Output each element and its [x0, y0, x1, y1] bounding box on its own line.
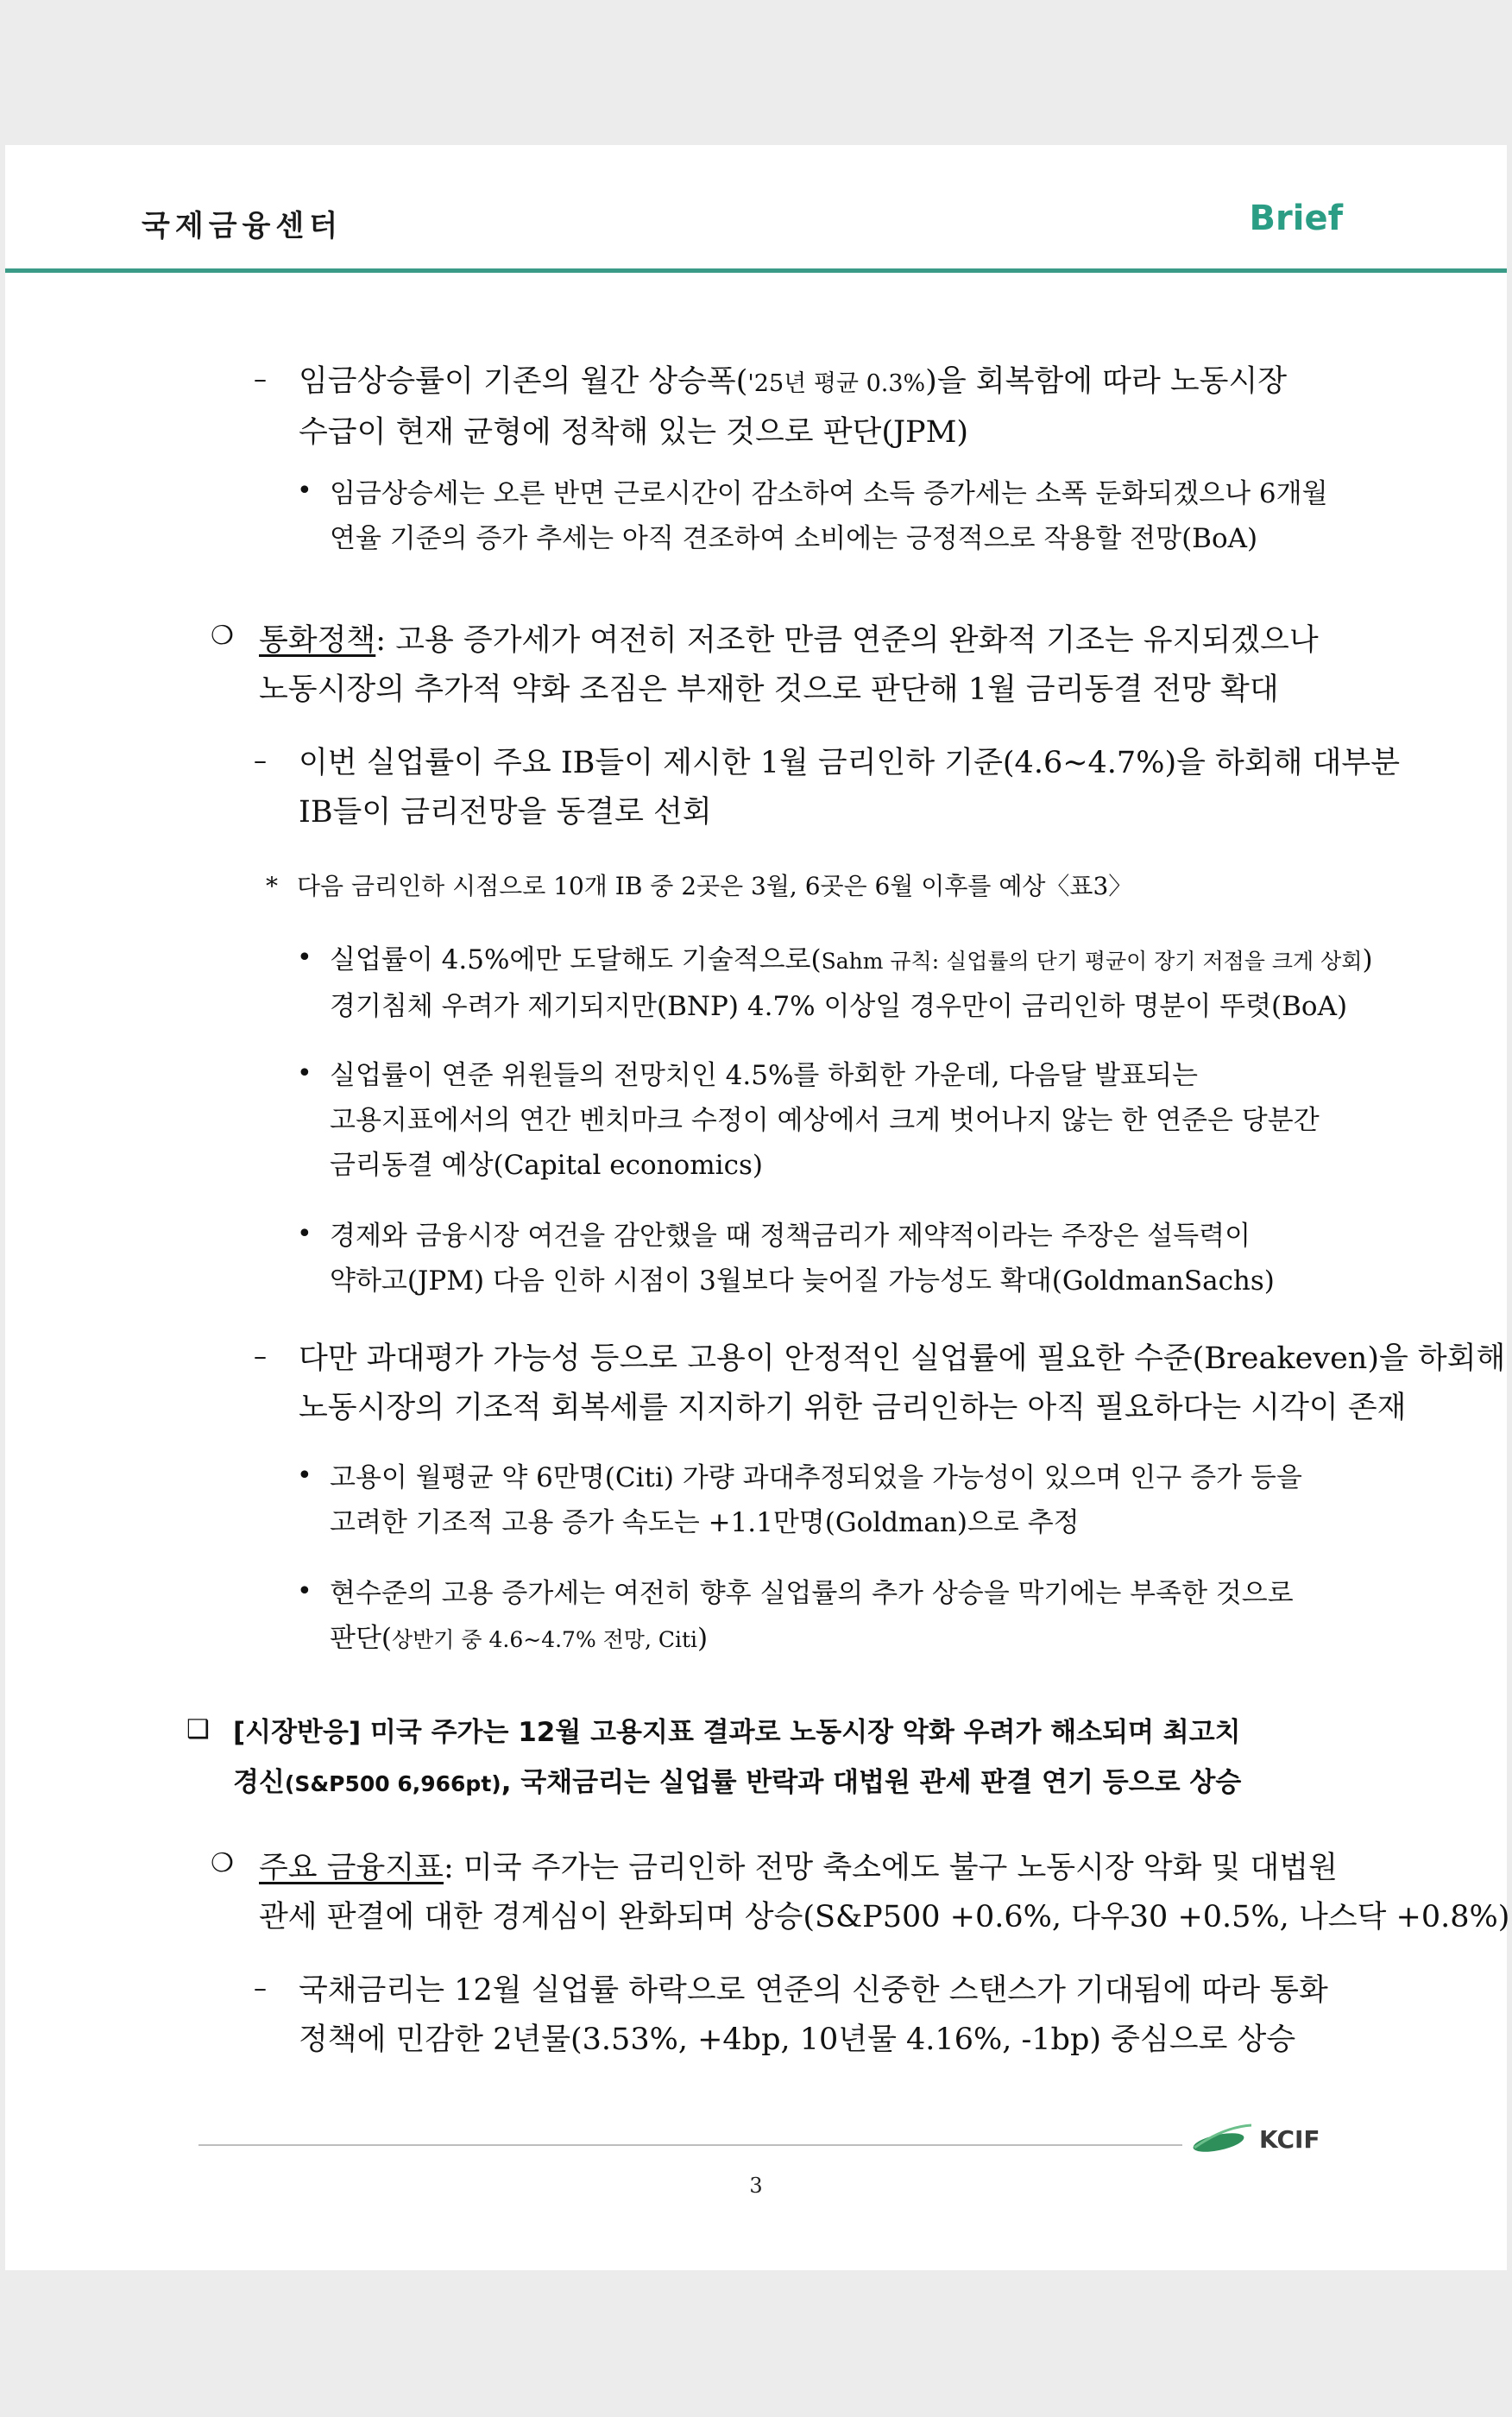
text-line: 다음 금리인하 시점으로 10개 IB 중 2곳은 3월, 6곳은 6월 이후를 예상〈표3〉 [297, 872, 1133, 900]
text-line: ) [1362, 944, 1373, 975]
footer-rule [198, 2144, 1182, 2146]
note-next-cut-timing [297, 865, 1332, 908]
paragraph-wage-growth [299, 357, 1334, 458]
header-org-name: 국제금융센터 [142, 209, 343, 243]
paragraph-treasury-yields [299, 1966, 1343, 2065]
kcif-logo-text: KCIF [1259, 2125, 1320, 2154]
text-line: 노동시장의 기조적 회복세를 지지하기 위한 금리인하는 아직 필요하다는 시각이 존재 [299, 1391, 1407, 1425]
header-brief-label: Brief [1249, 199, 1343, 238]
text-line: 고용지표에서의 연간 벤치마크 수정이 예상에서 크게 벗어나지 않는 한 연준은 당분간 [330, 1105, 1320, 1136]
dash-marker: – [254, 364, 267, 394]
paragraph-breakeven [299, 1335, 1506, 1433]
section-title-monetary-policy: 통화정책 [259, 623, 376, 658]
bullet-marker: • [297, 476, 312, 506]
circle-marker: ❍ [211, 621, 234, 651]
text-line: IB들이 금리전망을 동결로 선회 [299, 795, 712, 830]
small-text: (S&P500 6,966pt) [284, 1771, 501, 1796]
text-line: : 미국 주가는 금리인하 전망 축소에도 불구 노동시장 악화 및 대법원 [444, 1851, 1338, 1885]
bullet-marker: • [297, 1058, 312, 1089]
text-line: [시장반응] 미국 주가는 12월 고용지표 결과로 노동시장 악화 우려가 해소되며 최고치 [233, 1717, 1241, 1748]
section-title-financial-indicators: 주요 금융지표 [259, 1851, 444, 1885]
small-text: '25년 평균 0.3% [747, 370, 926, 397]
text-line: : 고용 증가세가 여전히 저조한 만큼 연준의 완화적 기조는 유지되겠으나 [375, 623, 1319, 658]
paragraph-overestimation [330, 1455, 1365, 1545]
text-line: 연율 기준의 증가 추세는 아직 견조하여 소비에는 긍정적으로 작용할 전망(BoA) [330, 523, 1258, 554]
text-line: 임금상승률이 기존의 월간 상승폭( [299, 364, 748, 399]
text-line: 금리동결 예상(Capital economics) [330, 1150, 763, 1181]
text-line: 약하고(JPM) 다음 인하 시점이 3월보다 늦어질 가능성도 확대(GoldmanSachs) [330, 1265, 1275, 1297]
page-number: 3 [749, 2174, 763, 2198]
bullet-marker: • [297, 1576, 312, 1606]
text-line: 임금상승세는 오른 반면 근로시간이 감소하여 소득 증가세는 소폭 둔화되겠으나 6개월 [330, 478, 1328, 509]
circle-marker: ❍ [211, 1848, 234, 1878]
small-text: Sahm 규칙: 실업률의 단기 평균이 장기 저점을 크게 상회 [821, 949, 1363, 974]
text-line: 현수준의 고용 증가세는 여전히 향후 실업률의 추가 상승을 막기에는 부족한 것으로 [330, 1578, 1294, 1609]
kcif-logo-icon [1189, 2122, 1255, 2156]
small-text: 상반기 중 4.6~4.7% 전망, Citi [392, 1627, 698, 1652]
text-line: 경신 [233, 1767, 285, 1798]
paragraph-monetary-policy [259, 616, 1346, 715]
asterisk-marker: * [266, 872, 278, 900]
dash-marker: – [254, 1341, 267, 1372]
bullet-marker: • [297, 1219, 312, 1249]
text-line: 다만 과대평가 가능성 등으로 고용이 안정적인 실업률에 필요한 수준(Breakeven)을 하회해 [299, 1341, 1506, 1376]
bullet-marker: • [297, 1461, 312, 1491]
header-rule [5, 268, 1507, 273]
section-market-reaction [233, 1707, 1355, 1809]
text-line: 고려한 기조적 고용 증가 속도는 +1.1만명(Goldman)으로 추정 [330, 1507, 1080, 1538]
text-line: ) [697, 1623, 709, 1654]
paragraph-policy-rate [330, 1214, 1365, 1303]
paragraph-ib-forecast [299, 739, 1401, 837]
paragraph-benchmark-revision [330, 1053, 1365, 1188]
dash-marker: – [254, 746, 267, 776]
document-page [5, 145, 1510, 2270]
paragraph-financial-indicators [259, 1844, 1510, 1942]
text-line: 수급이 현재 균형에 정착해 있는 것으로 판단(JPM) [299, 415, 969, 450]
paragraph-sahm-rule [330, 937, 1373, 1029]
text-line: 실업률이 연준 위원들의 전망치인 4.5%를 하회한 가운데, 다음달 발표되는 [330, 1060, 1198, 1091]
text-line: 국채금리는 12월 실업률 하락으로 연준의 신중한 스탠스가 기대됨에 따라 통화 [299, 1973, 1328, 2008]
text-line: 판단( [330, 1623, 392, 1654]
text-line: 경기침체 우려가 제기되지만(BNP) 4.7% 이상일 경우만이 금리인하 명분이 뚜렷(BoA) [330, 991, 1348, 1022]
square-marker: ❑ [186, 1714, 210, 1745]
text-line: 관세 판결에 대한 경계심이 완화되며 상승(S&P500 +0.6%, 다우30 +0.5%, 나스닥 +0.8%) [259, 1900, 1510, 1934]
text-line: )을 회복함에 따라 노동시장 [925, 364, 1288, 399]
text-line: 정책에 민감한 2년물(3.53%, +4bp, 10년물 4.16%, -1bp) 중심으로 상승 [299, 2023, 1296, 2057]
dash-marker: – [254, 1973, 267, 2004]
text-line: 경제와 금융시장 여건을 감안했을 때 정책금리가 제약적이라는 주장은 설득력이 [330, 1221, 1251, 1252]
paragraph-income-growth [330, 471, 1365, 561]
text-line: 실업률이 4.5%에만 도달해도 기술적으로( [330, 944, 822, 975]
text-line: 고용이 월평균 약 6만명(Citi) 가량 과대추정되었을 가능성이 있으며 인구 증가 등을 [330, 1462, 1302, 1493]
paragraph-employment-pace [330, 1571, 1365, 1663]
text-line: , 국채금리는 실업률 반락과 대법원 관세 판결 연기 등으로 상승 [501, 1767, 1242, 1798]
text-line: 노동시장의 추가적 약화 조짐은 부재한 것으로 판단해 1월 금리동결 전망 확대 [259, 672, 1279, 707]
bullet-marker: • [297, 943, 312, 973]
text-line: 이번 실업률이 주요 IB들이 제시한 1월 금리인하 기준(4.6~4.7%)을 하회해 대부분 [299, 746, 1401, 780]
